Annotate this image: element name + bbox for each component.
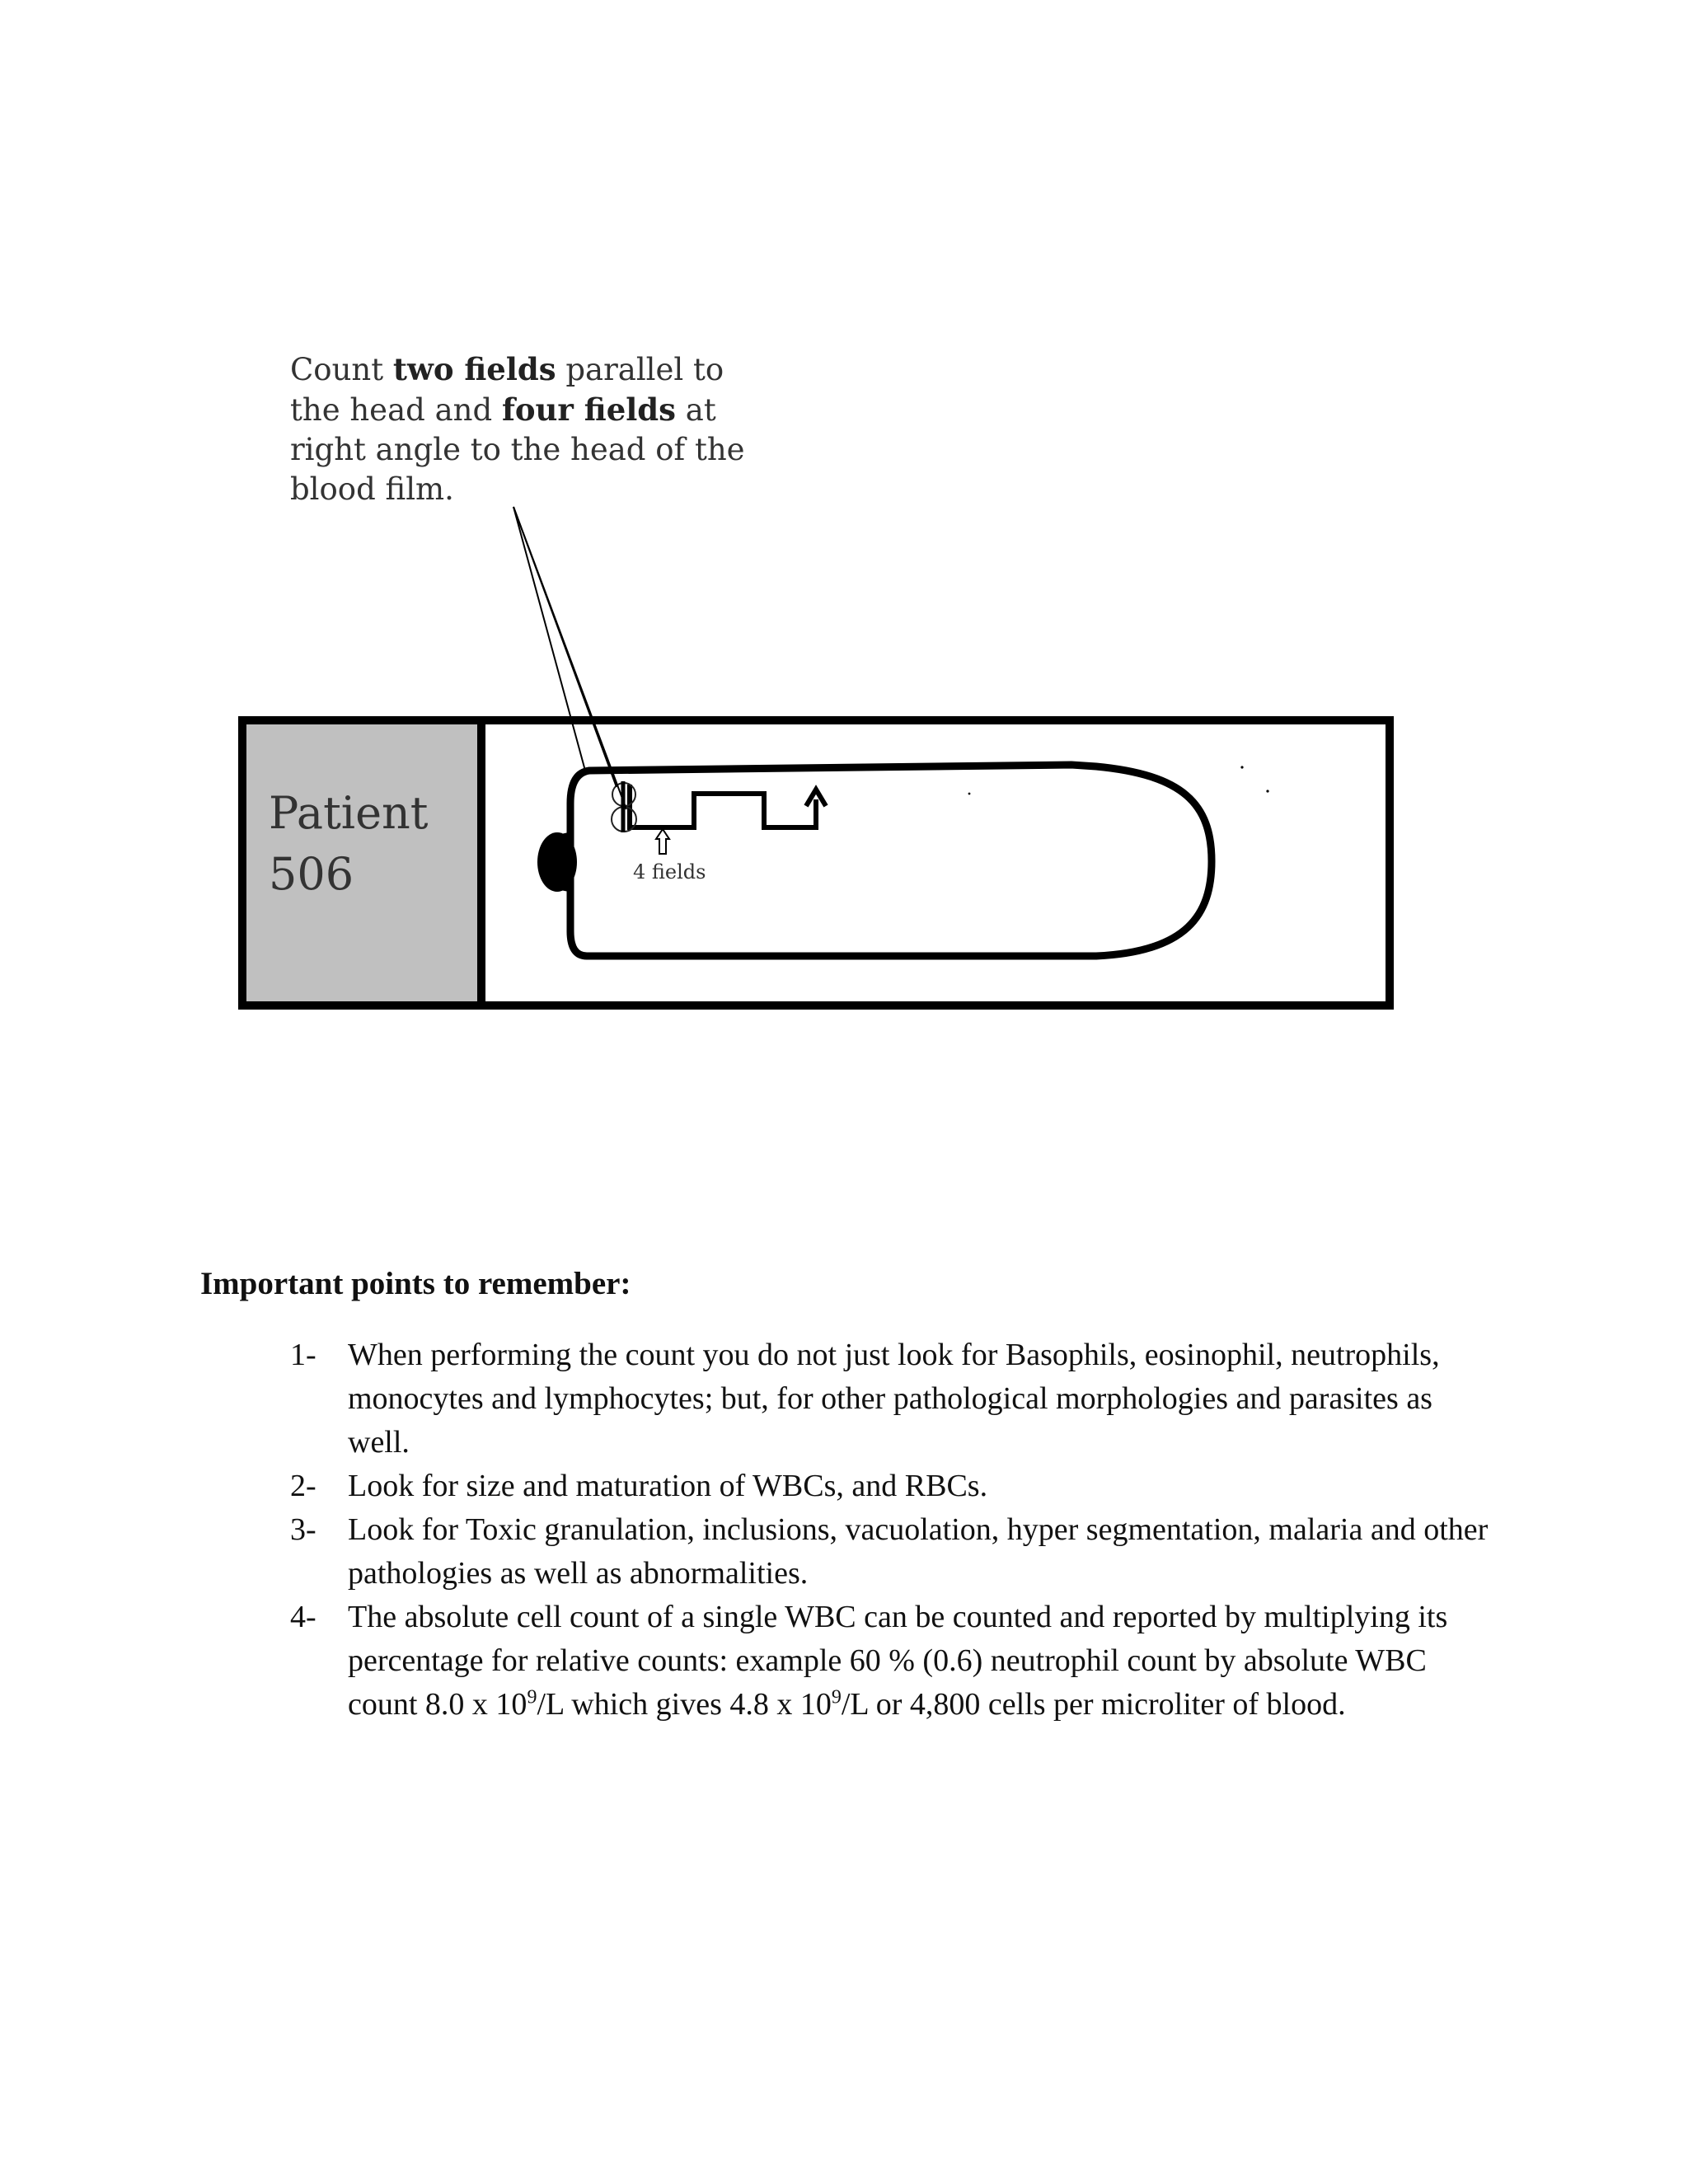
speck	[1240, 766, 1243, 768]
list-item-number: 3-	[290, 1512, 316, 1547]
annotation-text: Count	[290, 352, 393, 387]
list-item-text	[348, 1600, 1447, 1722]
text-part: /L which gives 4.8 x 10	[537, 1687, 832, 1722]
patient-label-line1: Patient	[269, 787, 429, 839]
exponent: 9	[831, 1686, 842, 1708]
list-item-number: 2-	[290, 1469, 316, 1503]
counting-path	[630, 785, 816, 827]
annotation-bold: four fields	[501, 391, 677, 428]
list-item	[290, 1333, 1493, 1465]
fields-label: 4 fields	[633, 860, 706, 883]
annotation-bold: two fields	[392, 351, 556, 387]
patient-label	[269, 783, 429, 905]
speck	[1266, 790, 1268, 792]
list-item-text: When performing the count you do not just look for Basophils, eosinophil, neutrophils, monocytes and lymphocytes; but, for other pathological morphologies and parasites as well.	[348, 1338, 1440, 1460]
text-part: The absolute cell count of a single WBC can be counted and reported by multiplying its percentage for relative counts: example 60 % (0.6) neutrophil count by absolute WBC count 8.0 x 10	[348, 1600, 1448, 1722]
list-item-number: 1-	[290, 1338, 316, 1372]
list-item-text: Look for Toxic granulation, inclusions, vacuolation, hyper segmentation, malaria and other pathologies as well as abnormalities.	[348, 1512, 1489, 1591]
list-item	[290, 1508, 1493, 1596]
up-arrow-icon	[656, 829, 669, 854]
blood-film-slide-diagram	[0, 0, 1688, 1071]
list-item-number: 4-	[290, 1600, 316, 1634]
list-item-text: Look for size and maturation of WBCs, and RBCs.	[348, 1469, 988, 1503]
annotation-text: at right angle to the head of the blood film.	[290, 392, 745, 507]
patient-label-line2: 506	[269, 848, 354, 900]
pointer-line	[513, 507, 585, 771]
points-list	[290, 1333, 1493, 1727]
list-item	[290, 1465, 1493, 1508]
exponent: 9	[527, 1686, 537, 1708]
section-heading: Important points to remember:	[200, 1266, 631, 1301]
pointer-line	[513, 507, 626, 809]
text-part: /L or 4,800 cells per microliter of blood.	[841, 1687, 1346, 1722]
list-item	[290, 1596, 1493, 1727]
speck	[968, 793, 971, 795]
annotation-text: parallel to the head and	[290, 352, 724, 428]
